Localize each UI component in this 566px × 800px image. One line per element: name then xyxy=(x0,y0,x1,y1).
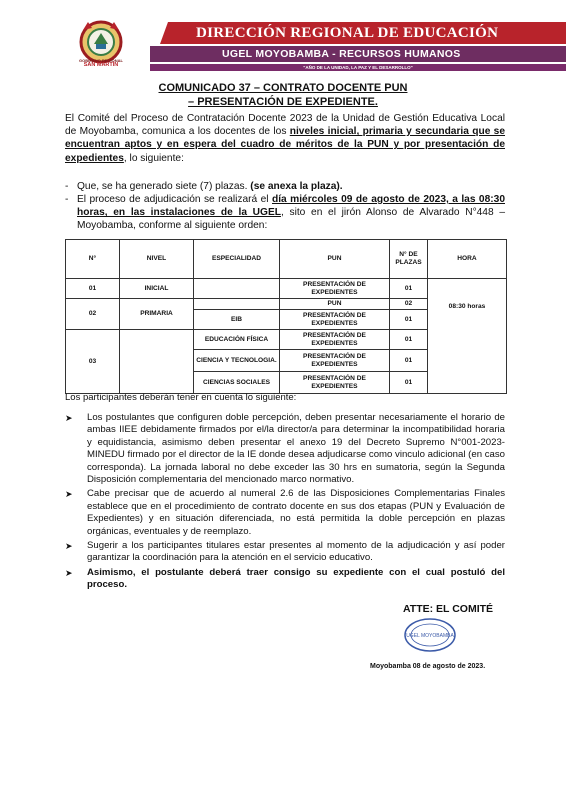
cell-nivel: PRIMARIA xyxy=(120,299,194,330)
signature-label: ATTE: EL COMITÉ xyxy=(403,603,494,615)
document-date: Moyobamba 08 de agosto de 2023. xyxy=(370,663,486,670)
bullet-list xyxy=(65,412,505,594)
org-subtitle: UGEL MOYOBAMBA - RECURSOS HUMANOS xyxy=(222,48,461,60)
header-nivel: NIVEL xyxy=(120,240,194,279)
intro-paragraph xyxy=(65,112,505,165)
page-title xyxy=(0,81,566,109)
cell-pun: PUN xyxy=(280,299,390,310)
cell-plazas: 01 xyxy=(390,350,428,372)
cell-nivel xyxy=(120,330,194,394)
dash-item-plazas: - Que, se ha generado siete (7) plazas. (se anexa la plaza). xyxy=(65,181,343,192)
cell-num: 02 xyxy=(66,299,120,330)
bullet-text: Sugerir a los participantes titulares estar presentes al momento de la adjudicación y así poder garantizar la coordinación para la atención en el servicio educativo. xyxy=(87,540,505,564)
cell-pun: PRESENTACIÓN DE EXPEDIENTES xyxy=(280,310,390,330)
arrow-bullet-icon: ➤ xyxy=(65,413,73,423)
list-item xyxy=(65,540,505,565)
dash-item-2-text: El proceso de adjudicación se realizará el xyxy=(77,194,272,205)
title-line-2: – PRESENTACIÓN DE EXPEDIENTE. xyxy=(188,96,378,108)
logo-caption-small: GOBIERNO REGIONAL xyxy=(78,58,123,63)
header-hora: HORA xyxy=(428,240,507,279)
cell-nivel: INICIAL xyxy=(120,279,194,299)
cell-especialidad: EIB xyxy=(194,310,280,330)
arrow-bullet-icon: ➤ xyxy=(65,489,73,500)
header-especialidad: ESPECIALIDAD xyxy=(194,240,280,279)
header-num: N° xyxy=(66,240,120,279)
seal-text: UGEL MOYOBAMBA xyxy=(406,633,454,639)
schedule-table xyxy=(65,239,507,394)
list-item xyxy=(65,488,505,538)
dash-item-process: - El proceso de adjudicación se realizará el día miércoles 09 de agosto de 2023, a las 08:30 horas, en las instalaciones de la UGEL, sito en el jirón Alonso de Alvarado N°448 – Moyobamba, conforme al siguiente orden: xyxy=(65,194,505,232)
list-item xyxy=(65,567,505,592)
slogan: "AÑO DE LA UNIDAD, LA PAZ Y EL DESARROLLO" xyxy=(303,65,413,70)
participants-note: Los participantes deberán tener en cuenta lo siguiente: xyxy=(65,392,297,403)
bullet-text: Los postulantes que configuren doble percepción, deben presentar necesariamente el horario de ambas IIEE debidamente firmados por el/la director/a para determinar la incompatibilidad horaria y equidistancia, asimismo deben presentar el anexo 19 del Decreto Supremo N°001-2023-MINEDU firmado por el director de la IE donde desea adjudicarse como vinculo adicional (en caso corresponda). La jornada laboral no debe exceder las 30 hrs en sumatoria, según la Segunda Disposición complementaria del mencionado marco normativo. xyxy=(87,412,505,486)
cell-plazas: 01 xyxy=(390,372,428,394)
dash-item-1-bold: (se anexa la plaza). xyxy=(250,181,343,192)
cell-especialidad: CIENCIA Y TECNOLOGIA. xyxy=(194,350,280,372)
cell-plazas: 01 xyxy=(390,279,428,299)
org-title: DIRECCIÓN REGIONAL DE EDUCACIÓN xyxy=(196,25,499,41)
cell-num: 01 xyxy=(66,279,120,299)
intro-text-1: El Comité del Proceso de Contratación Docente 2023 de la Unidad de Gestión Educativa Local de Moyobamba, comunica a los docentes de los xyxy=(65,113,505,138)
bullet-text: Asimismo, el postulante deberá traer consigo su expediente con el cual postuló del proceso. xyxy=(87,566,505,591)
intro-text-2: , lo siguiente: xyxy=(123,152,184,164)
cell-especialidad: CIENCIAS SOCIALES xyxy=(194,372,280,394)
cell-pun: PRESENTACIÓN DE EXPEDIENTES xyxy=(280,279,390,299)
list-item xyxy=(65,412,505,486)
logo-caption-big: SAN MARTÍN xyxy=(83,62,119,68)
cell-especialidad: EDUCACIÓN FÍSICA xyxy=(194,330,280,350)
dash-item-2-rest: , sito en el jirón Alonso de Alvarado N°448 – Moyobamba, conforme al siguiente orden: xyxy=(77,207,505,232)
cell-hora xyxy=(428,279,507,394)
cell-plazas: 01 xyxy=(390,310,428,330)
intro-underlined: niveles inicial, primaria y secundaria que se encuentran aptos y en espera del cuadro de méritos de la PUN y por presentación de expedientes xyxy=(65,126,506,164)
cell-pun: PRESENTACIÓN DE EXPEDIENTES xyxy=(280,350,390,372)
bullet-text: Cabe precisar que de acuerdo al numeral 2.6 de las Disposiciones Complementarias Finales establece que en el procedimiento de contrato docente en sus dos etapas (PUN y Evaluación de Expedientes) y en situación diferenciada, no está permitida la doble percepción en plazas orgánicas, eventuales y de reemplazo. xyxy=(87,488,505,537)
hora-value: 08:30 horas xyxy=(448,303,486,310)
cell-especialidad xyxy=(194,279,280,299)
table-header-row xyxy=(66,240,507,279)
cell-num: 03 xyxy=(66,330,120,394)
cell-plazas: 01 xyxy=(390,330,428,350)
table-row xyxy=(66,279,507,299)
cell-pun: PRESENTACIÓN DE EXPEDIENTES xyxy=(280,330,390,350)
arrow-bullet-icon: ➤ xyxy=(65,567,73,578)
arrow-bullet-icon: ➤ xyxy=(65,541,73,552)
title-line-1: COMUNICADO 37 – CONTRATO DOCENTE PUN xyxy=(158,82,408,94)
header-pun: PUN xyxy=(280,240,390,279)
dash-item-1-text: Que, se ha generado siete (7) plazas. xyxy=(77,181,251,192)
committee-seal-icon xyxy=(403,617,457,653)
cell-plazas: 02 xyxy=(390,299,428,310)
header-plazas: N° DE PLAZAS xyxy=(390,240,428,279)
cell-pun: PRESENTACIÓN DE EXPEDIENTES xyxy=(280,372,390,394)
cell-especialidad xyxy=(194,299,280,310)
dash-item-2-underlined: día miércoles 09 de agosto de 2023, a las 08:30 horas, en las instalaciones de la UGEL xyxy=(77,194,505,219)
